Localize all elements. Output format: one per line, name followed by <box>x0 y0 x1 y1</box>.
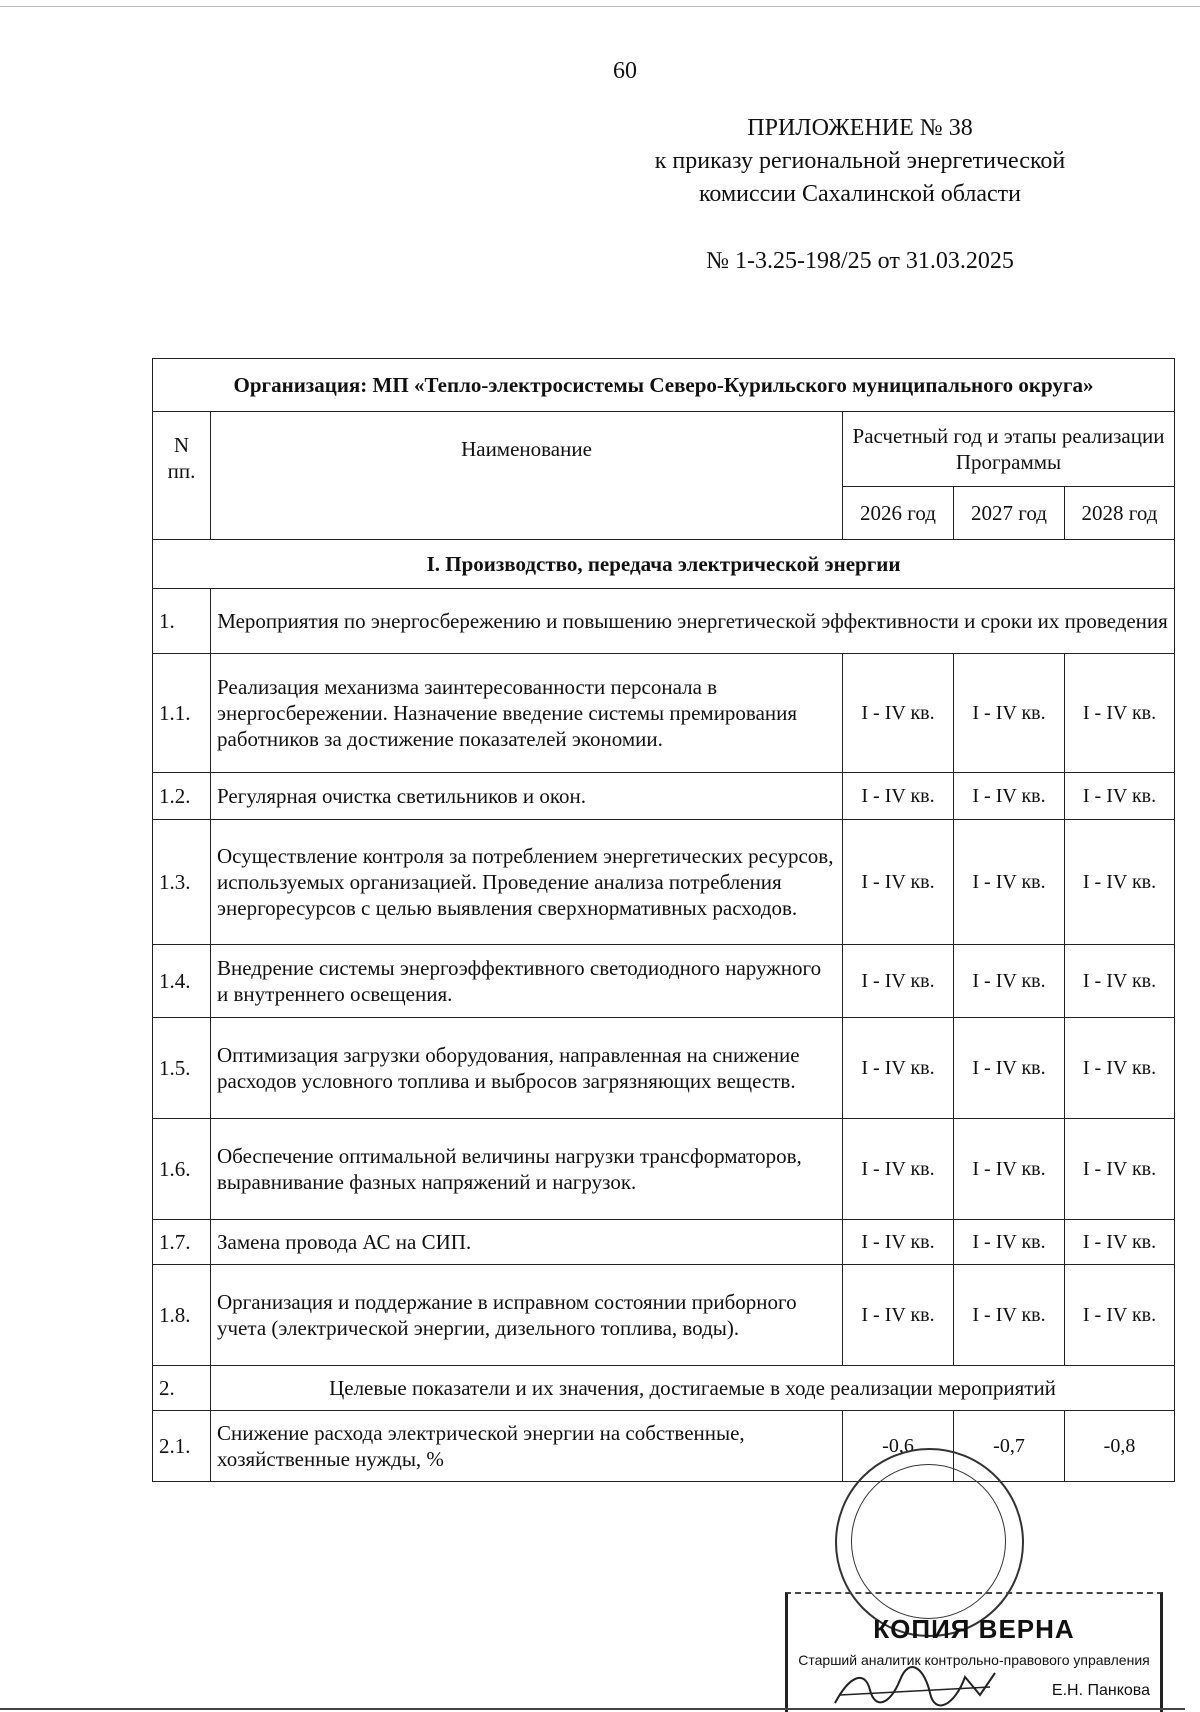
row-value-2026: -0,6 <box>843 1411 954 1482</box>
group-title: Целевые показатели и их значения, достигаемые в ходе реализации мероприятий <box>211 1366 1175 1411</box>
table-row <box>153 820 1175 945</box>
appendix-title: ПРИЛОЖЕНИЕ № 38 <box>747 115 973 141</box>
row-number: 1.6. <box>153 1119 211 1220</box>
table-row <box>153 945 1175 1018</box>
row-value-2027: I - IV кв. <box>954 1018 1065 1119</box>
row-value-2028: I - IV кв. <box>1065 1220 1175 1265</box>
row-value-2027: I - IV кв. <box>954 1265 1065 1366</box>
appendix-line-2: комиссии Сахалинской области <box>698 181 1022 207</box>
row-number: 2.1. <box>153 1411 211 1482</box>
row-value-2026: I - IV кв. <box>843 1265 954 1366</box>
row-name: Внедрение системы энергоэффективного светодиодного наружного и внутреннего освещения. <box>211 945 843 1018</box>
group-number: 2. <box>153 1366 211 1411</box>
top-scan-line <box>0 6 1200 7</box>
column-header-number: N пп. <box>153 412 211 540</box>
copy-stamp-position: Старший аналитик контрольно-правового управления <box>798 1652 1150 1668</box>
table-row <box>153 1018 1175 1119</box>
row-number: 1.2. <box>153 773 211 820</box>
row-name: Осуществление контроля за потреблением энергетических ресурсов, используемых организацией. Проведение анализа потребления энергоресурсов с целью выявления сверхнормативных расходов. <box>211 820 843 945</box>
table-row <box>153 1119 1175 1220</box>
handwritten-signature <box>830 1665 1000 1710</box>
group-title: Мероприятия по энергосбережению и повышению энергетической эффективности и сроки их проведения <box>211 589 1175 654</box>
table-row <box>153 1411 1175 1482</box>
column-header-period: Расчетный год и этапы реализации Программы <box>843 412 1175 487</box>
row-value-2026: I - IV кв. <box>843 820 954 945</box>
table-row <box>153 773 1175 820</box>
row-value-2028: I - IV кв. <box>1065 945 1175 1018</box>
row-value-2028: I - IV кв. <box>1065 1119 1175 1220</box>
table-row <box>153 654 1175 773</box>
organization-name: Организация: МП «Тепло-электросистемы Северо-Курильского муниципального округа» <box>153 359 1175 412</box>
copy-stamp-title: КОПИЯ ВЕРНА <box>873 1614 1075 1644</box>
program-table <box>152 358 1175 1482</box>
row-name: Организация и поддержание в исправном состоянии приборного учета (электрической энергии, дизельного топлива, воды). <box>211 1265 843 1366</box>
row-name: Регулярная очистка светильников и окон. <box>211 773 843 820</box>
row-value-2027: I - IV кв. <box>954 1119 1065 1220</box>
table-row <box>153 1220 1175 1265</box>
row-value-2026: I - IV кв. <box>843 1119 954 1220</box>
row-value-2028: I - IV кв. <box>1065 1265 1175 1366</box>
row-value-2027: I - IV кв. <box>954 654 1065 773</box>
row-value-2026: I - IV кв. <box>843 1018 954 1119</box>
order-number: № 1-3.25-198/25 от 31.03.2025 <box>706 248 1014 274</box>
row-value-2028: I - IV кв. <box>1065 820 1175 945</box>
year-2026-header: 2026 год <box>843 487 954 540</box>
row-value-2027: I - IV кв. <box>954 820 1065 945</box>
row-value-2027: I - IV кв. <box>954 945 1065 1018</box>
row-name: Обеспечение оптимальной величины нагрузки трансформаторов, выравнивание фазных напряжений и нагрузок. <box>211 1119 843 1220</box>
row-value-2027: -0,7 <box>954 1411 1065 1482</box>
year-2028-header: 2028 год <box>1065 487 1175 540</box>
row-number: 1.8. <box>153 1265 211 1366</box>
row-number: 1.7. <box>153 1220 211 1265</box>
row-number: 1.4. <box>153 945 211 1018</box>
table-row <box>153 1265 1175 1366</box>
row-number: 1.1. <box>153 654 211 773</box>
appendix-line-1: к приказу региональной энергетической <box>654 148 1066 174</box>
page-number: 60 <box>613 58 637 84</box>
row-value-2026: I - IV кв. <box>843 1220 954 1265</box>
row-number: 1.3. <box>153 820 211 945</box>
row-value-2026: I - IV кв. <box>843 945 954 1018</box>
year-2027-header: 2027 год <box>954 487 1065 540</box>
row-name: Снижение расхода электрической энергии на собственные, хозяйственные нужды, % <box>211 1411 843 1482</box>
row-value-2028: I - IV кв. <box>1065 773 1175 820</box>
group-number: 1. <box>153 589 211 654</box>
row-name: Оптимизация загрузки оборудования, направленная на снижение расходов условного топлива и выбросов загрязняющих веществ. <box>211 1018 843 1119</box>
organization-row <box>153 359 1175 412</box>
row-value-2027: I - IV кв. <box>954 1220 1065 1265</box>
row-value-2027: I - IV кв. <box>954 773 1065 820</box>
section-title: I. Производство, передача электрической энергии <box>153 540 1175 589</box>
section-row <box>153 540 1175 589</box>
row-name: Замена провода АС на СИП. <box>211 1220 843 1265</box>
row-value-2028: -0,8 <box>1065 1411 1175 1482</box>
row-value-2028: I - IV кв. <box>1065 654 1175 773</box>
row-value-2026: I - IV кв. <box>843 773 954 820</box>
bottom-scan-line <box>0 1708 1185 1710</box>
group-row <box>153 1366 1175 1411</box>
row-number: 1.5. <box>153 1018 211 1119</box>
group-row <box>153 589 1175 654</box>
row-value-2026: I - IV кв. <box>843 654 954 773</box>
appendix-header <box>600 112 1120 211</box>
row-name: Реализация механизма заинтересованности персонала в энергосбережении. Назначение введение системы премирования работников за достижение показателей экономии. <box>211 654 843 773</box>
row-value-2028: I - IV кв. <box>1065 1018 1175 1119</box>
copy-stamp-name: Е.Н. Панкова <box>1051 1682 1150 1699</box>
header-row <box>153 412 1175 487</box>
column-header-name: Наименование <box>211 412 843 540</box>
